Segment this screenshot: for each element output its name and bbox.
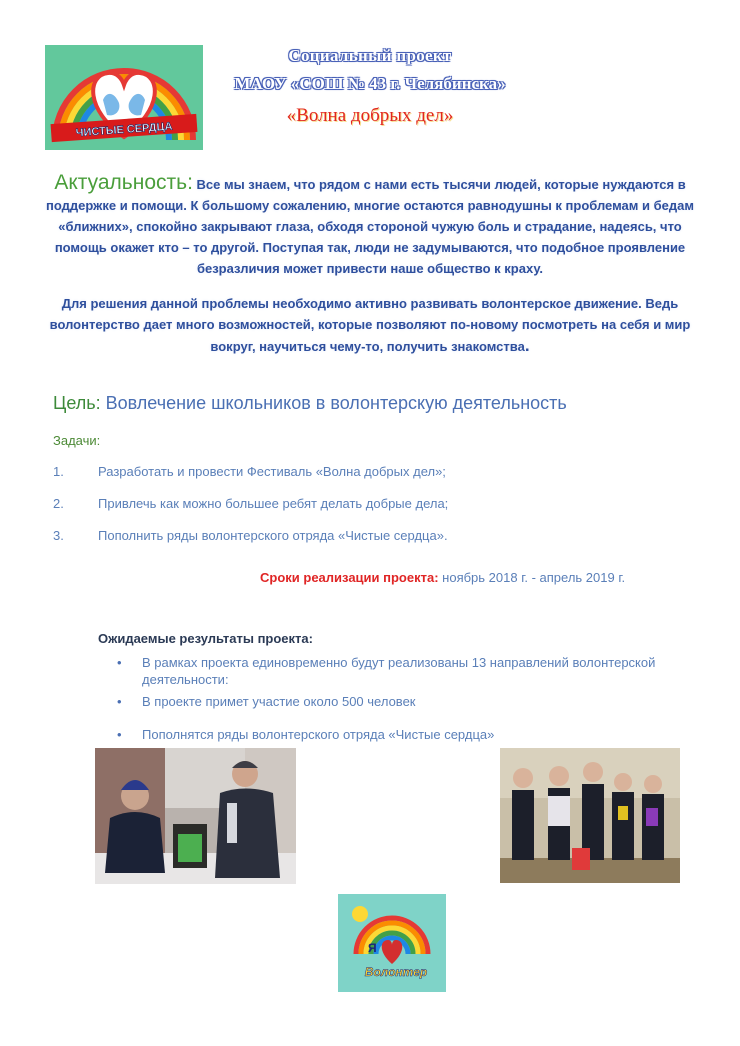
- volunteering-paragraph: [45, 293, 695, 357]
- terms-value: ноябрь 2018 г. - апрель 2019 г.: [438, 570, 626, 585]
- results-title: Ожидаемые результаты проекта:: [98, 631, 313, 646]
- task-number: 1.: [53, 464, 64, 479]
- goal-label: Цель:: [53, 393, 101, 413]
- bullet-icon: •: [117, 655, 122, 670]
- result-text: В проекте примет участие около 500 человек: [142, 694, 416, 709]
- task-number: 3.: [53, 528, 64, 543]
- task-item: [53, 528, 448, 543]
- logo2-line2: Волонтер: [364, 965, 428, 979]
- tasks-title: Задачи:: [53, 433, 101, 448]
- project-title: «Волна добрых дел»: [286, 105, 454, 126]
- result-item: [117, 654, 700, 688]
- logo-text: ЧИСТЫЕ СЕРДЦА: [75, 120, 173, 140]
- chistye-serdtsa-logo: [45, 45, 203, 150]
- task-text: Пополнить ряды волонтерского отряда «Чистые сердца».: [98, 528, 448, 543]
- header-line-2: МАОУ «СОШ № 43 г. Челябинска»: [234, 74, 506, 93]
- terms-label: Сроки реализации проекта:: [260, 570, 439, 585]
- relevance-paragraph: [45, 172, 695, 279]
- result-item: [117, 726, 700, 743]
- task-text: Привлечь как можно большее ребят делать добрые дела;: [98, 496, 449, 511]
- relevance-label: Актуальность:: [54, 171, 193, 194]
- result-text: В рамках проекта единовременно будут реализованы 13 направлений волонтерской деятельности:: [142, 655, 656, 687]
- header-line-1: Социальный проект: [288, 46, 452, 65]
- goal-text: Вовлечение школьников в волонтерскую деятельность: [100, 393, 567, 413]
- bullet-icon: •: [117, 694, 122, 709]
- photo-volunteers-indoors: [500, 748, 680, 883]
- project-terms: [260, 570, 625, 585]
- photo-volunteers-outdoors: [95, 748, 296, 884]
- task-item: [53, 464, 446, 479]
- ya-volonter-logo: [338, 894, 446, 992]
- result-text: Пополнятся ряды волонтерского отряда «Чистые сердца»: [142, 727, 495, 742]
- logo2-line1: Я: [368, 941, 377, 955]
- task-text: Разработать и провести Фестиваль «Волна добрых дел»;: [98, 464, 446, 479]
- bullet-icon: •: [117, 727, 122, 742]
- volunteering-period: .: [524, 336, 530, 355]
- task-number: 2.: [53, 496, 64, 511]
- volunteering-text: Для решения данной проблемы необходимо активно развивать волонтерское движение. Ведь волонтерство дает много возможностей, которые позволяют по-новому посмотреть на себя и мир вокруг, научиться чему-то, получить знакомства: [49, 296, 691, 354]
- relevance-text: Все мы знаем, что рядом с нами есть тысячи людей, которые нуждаются в поддержке и помощи. К большому сожалению, многие остаются равнодушны к проблемам и бедам «ближних», спокойно закрывают глаза, обходя стороной чужую боль и страдание, надеясь, что помощь окажет кто – то другой. Поступая так, люди не задумываются, что подобное проявление безразличия может привести наше общество к краху.: [46, 177, 694, 276]
- goal: [53, 393, 567, 414]
- task-item: [53, 496, 448, 511]
- result-item: [117, 693, 700, 710]
- sun-icon: [352, 906, 368, 922]
